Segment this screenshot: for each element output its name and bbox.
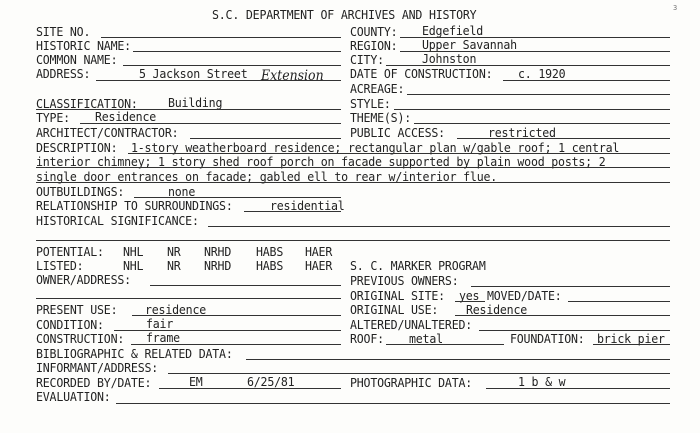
description-line-3[interactable]: single door entrances on facade; gabled ell to rear w/interior flue. [36, 168, 498, 185]
common-name-label: COMMON NAME: [36, 51, 118, 68]
listed-nrhd[interactable]: NRHD [204, 257, 232, 274]
original-use-label: ORIGINAL USE: [350, 301, 439, 318]
listed-habs[interactable]: HABS [256, 257, 284, 274]
foundation-label: FOUNDATION: [510, 330, 585, 347]
construction-label: CONSTRUCTION: [36, 330, 125, 347]
original-use-value[interactable]: Residence [466, 301, 528, 318]
county-label: COUNTY: [350, 23, 398, 40]
relationship-label: RELATIONSHIP TO SURROUNDINGS: [36, 197, 233, 214]
roof-value[interactable]: metal [409, 330, 443, 347]
owner-address-line-1[interactable] [150, 285, 341, 286]
moved-date-label: MOVED/DATE: [487, 287, 562, 304]
classification-line [36, 109, 341, 110]
recorded-date-value[interactable]: 6/25/81 [247, 373, 295, 390]
recorded-by-value[interactable]: EM [189, 373, 203, 390]
listed-nhl[interactable]: NHL [123, 257, 144, 274]
historical-significance-line-2[interactable] [36, 240, 670, 241]
construction-line [131, 344, 341, 345]
photographic-data-label: PHOTOGRAPHIC DATA: [350, 374, 473, 391]
photographic-data-line [486, 388, 670, 389]
previous-owners-label: PREVIOUS OWNERS: [350, 272, 459, 289]
original-site-value[interactable]: yes [459, 287, 480, 304]
themes-label: THEME(S): [350, 109, 412, 126]
date-construction-value[interactable]: c. 1920 [518, 65, 566, 82]
potential-nrhd[interactable]: NRHD [204, 243, 232, 260]
region-value[interactable]: Upper Savannah [422, 36, 517, 53]
condition-value[interactable]: fair [146, 315, 174, 332]
public-access-line [457, 138, 670, 139]
architect-label: ARCHITECT/CONTRACTOR: [36, 124, 179, 141]
owner-address-line-2[interactable] [36, 298, 341, 299]
description-rule-3 [36, 182, 670, 183]
description-rule-2 [36, 167, 670, 168]
roof-line [386, 344, 504, 345]
foundation-value[interactable]: brick pier [597, 330, 665, 347]
informant-label: INFORMANT/ADDRESS: [36, 359, 159, 376]
present-use-label: PRESENT USE: [36, 301, 118, 318]
foundation-line [593, 344, 670, 345]
form-title: S.C. DEPARTMENT OF ARCHIVES AND HISTORY [212, 6, 477, 23]
corner-mark: 3 [673, 4, 678, 12]
photographic-data-value[interactable]: 1 b & w [518, 373, 566, 390]
site-no-label: SITE NO. [36, 23, 91, 40]
style-line[interactable] [394, 109, 670, 110]
bibliographic-line[interactable] [246, 359, 670, 360]
city-value[interactable]: Johnston [422, 50, 477, 67]
historical-significance-line-1[interactable] [208, 226, 670, 227]
owner-address-label: OWNER/ADDRESS: [36, 271, 131, 288]
recorded-by-label: RECORDED BY/DATE: [36, 374, 152, 391]
listed-label: LISTED: [36, 257, 84, 274]
address-label: ADDRESS: [36, 65, 91, 82]
description-line-2[interactable]: interior chimney; 1 story shed roof porch on facade supported by plain wood posts; 2 [36, 153, 606, 170]
informant-line[interactable] [168, 373, 670, 374]
description-line-1[interactable]: 1-story weatherboard residence; rectangular plan w/gable roof; 1 central [131, 139, 620, 156]
potential-haer[interactable]: HAER [305, 243, 333, 260]
construction-value[interactable]: frame [146, 329, 180, 346]
original-use-line [455, 315, 670, 316]
acreage-label: ACREAGE: [350, 80, 405, 97]
marker-program-label: S. C. MARKER PROGRAM [350, 257, 486, 274]
date-construction-line [503, 80, 670, 81]
potential-nr[interactable]: NR [167, 243, 181, 260]
evaluation-line[interactable] [116, 403, 670, 404]
type-line [80, 123, 341, 124]
listed-haer[interactable]: HAER [305, 257, 333, 274]
region-label: REGION: [350, 37, 398, 54]
roof-label: ROOF: [350, 330, 384, 347]
present-use-value[interactable]: residence [145, 301, 207, 318]
public-access-label: PUBLIC ACCESS: [350, 124, 445, 141]
address-handwritten: Extension [261, 66, 324, 84]
themes-line[interactable] [414, 123, 670, 124]
historic-name-line[interactable] [133, 51, 341, 52]
historic-name-label: HISTORIC NAME: [36, 37, 131, 54]
date-construction-label: DATE OF CONSTRUCTION: [350, 65, 493, 82]
condition-label: CONDITION: [36, 316, 104, 333]
address-value[interactable]: 5 Jackson Street [139, 65, 248, 82]
address-line [96, 80, 341, 81]
recorded-by-line [159, 388, 341, 389]
county-value[interactable]: Edgefield [422, 22, 484, 39]
description-label: DESCRIPTION: [36, 139, 118, 156]
original-site-label: ORIGINAL SITE: [350, 287, 445, 304]
historical-significance-label: HISTORICAL SIGNIFICANCE: [36, 212, 199, 229]
previous-owners-line[interactable] [471, 286, 670, 287]
outbuildings-label: OUTBUILDINGS: [36, 183, 125, 200]
potential-label: POTENTIAL: [36, 243, 104, 260]
relationship-value[interactable]: residential [270, 197, 345, 214]
type-label: TYPE: [36, 109, 70, 126]
architect-line[interactable] [190, 138, 341, 139]
potential-habs[interactable]: HABS [256, 243, 284, 260]
moved-date-line[interactable] [568, 301, 670, 302]
bibliographic-label: BIBLIOGRAPHIC & RELATED DATA: [36, 345, 233, 362]
style-label: STYLE: [350, 95, 391, 112]
type-value[interactable]: Residence [95, 108, 157, 125]
outbuildings-value[interactable]: none [168, 183, 196, 200]
public-access-value[interactable]: restricted [488, 124, 556, 141]
relationship-line [244, 211, 341, 212]
listed-nr[interactable]: NR [167, 257, 181, 274]
site-no-line[interactable] [101, 37, 341, 38]
classification-label: CLASSIFICATION: [36, 95, 138, 112]
evaluation-label: EVALUATION: [36, 388, 111, 405]
altered-label: ALTERED/UNALTERED: [350, 316, 473, 333]
potential-nhl[interactable]: NHL [123, 243, 144, 260]
classification-value[interactable]: Building [168, 94, 223, 111]
city-label: CITY: [350, 51, 384, 68]
acreage-line[interactable] [407, 94, 670, 95]
